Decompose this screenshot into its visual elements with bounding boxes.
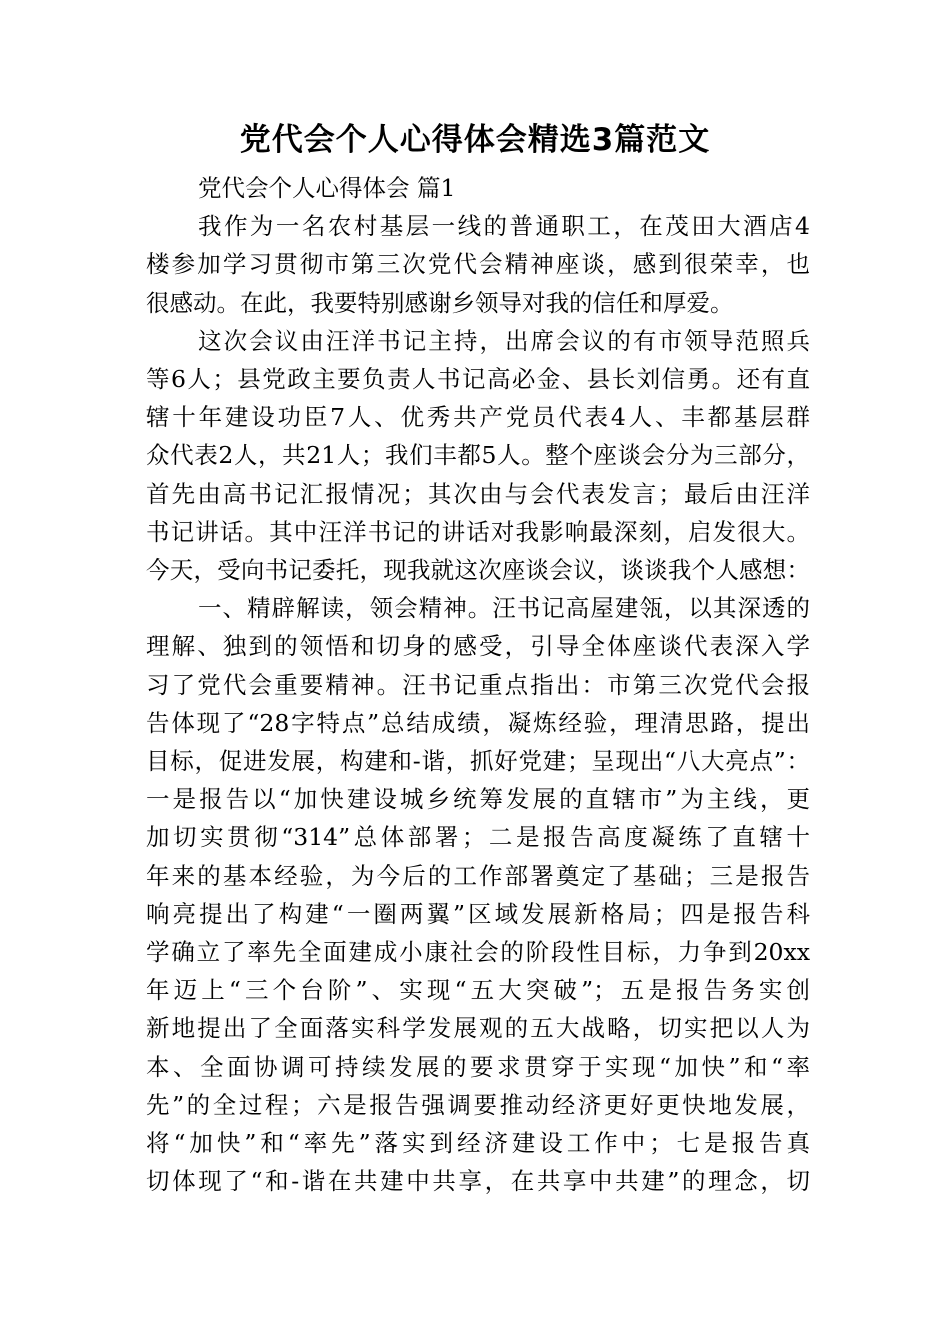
body-line: 党代会个人心得体会 篇1: [198, 174, 456, 202]
body-line: 一、精辟解读，领会精神。汪书记高屋建瓴，以其深透的: [198, 594, 810, 623]
body-line: 我作为一名农村基层一线的普通职工，在茂田大酒店4: [198, 212, 810, 241]
body-line: 辖十年建设功臣7人、优秀共产党员代表4人、丰都基层群: [146, 403, 810, 432]
body-line: 将“加快”和“率先”落实到经济建设工作中；七是报告真: [146, 1129, 810, 1157]
body-line: 众代表2人，共21人；我们丰都5人。整个座谈会分为三部分，: [146, 441, 810, 470]
body-line: 本、全面协调可持续发展的要求贯穿于实现“加快”和“率: [146, 1052, 810, 1081]
body-line: 加切实贯彻“314”总体部署；二是报告高度凝练了直辖十: [146, 823, 810, 852]
body-line: 理解、独到的领悟和切身的感受，引导全体座谈代表深入学: [146, 632, 810, 661]
body-line: 响亮提出了构建“一圈两翼”区域发展新格局；四是报告科: [146, 899, 810, 928]
body-line: 切体现了“和-谐在共建中共享，在共享中共建”的理念，切: [146, 1167, 810, 1196]
body-line: 目标，促进发展，构建和-谐，抓好党建；呈现出“八大亮点”：: [146, 747, 810, 775]
body-line: 这次会议由汪洋书记主持，出席会议的有市领导范照兵: [198, 326, 810, 355]
body-line: 今天，受向书记委托，现我就这次座谈会议，谈谈我个人感想：: [146, 556, 810, 584]
body-line: 楼参加学习贯彻市第三次党代会精神座谈，感到很荣幸，也: [146, 250, 810, 279]
body-line: 年迈上“三个台阶”、实现“五大突破”；五是报告务实创: [146, 976, 810, 1005]
body-line: 先”的全过程；六是报告强调要推动经济更好更快地发展，: [146, 1090, 810, 1119]
body-line: 书记讲话。其中汪洋书记的讲话对我影响最深刻，启发很大。: [146, 517, 810, 546]
body-line: 学确立了率先全面建成小康社会的阶段性目标，力争到20xx: [146, 938, 810, 966]
body-line: 首先由高书记汇报情况；其次由与会代表发言；最后由汪洋: [146, 479, 810, 508]
document-title: 党代会个人心得体会精选3篇范文: [239, 122, 711, 158]
body-line: 一是报告以“加快建设城乡统筹发展的直辖市”为主线，更: [146, 785, 810, 814]
body-line: 等6人；县党政主要负责人书记高必金、县长刘信勇。还有直: [146, 365, 810, 393]
body-line: 新地提出了全面落实科学发展观的五大战略，切实把以人为: [146, 1014, 810, 1043]
body-line: 告体现了“28字特点”总结成绩，凝炼经验，理清思路，提出: [146, 708, 810, 737]
body-line: 习了党代会重要精神。汪书记重点指出：市第三次党代会报: [146, 670, 810, 699]
body-line: 很感动。在此，我要特别感谢乡领导对我的信任和厚爱。: [146, 288, 734, 317]
body-line: 年来的基本经验，为今后的工作部署奠定了基础；三是报告: [146, 861, 810, 890]
